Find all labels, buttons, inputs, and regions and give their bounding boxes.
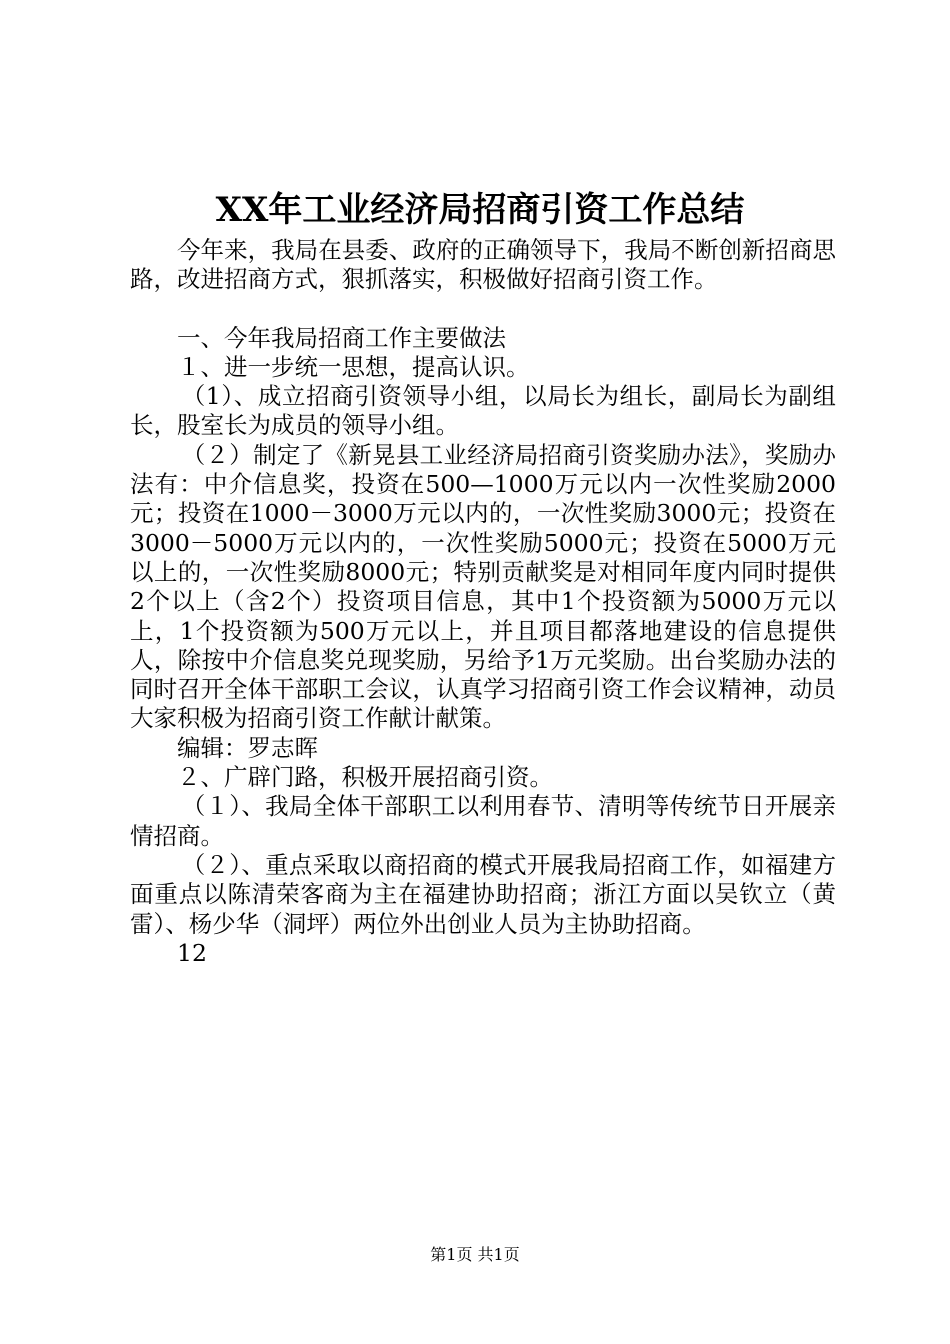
document-title: XX年工业经济局招商引资工作总结 [215,190,745,230]
document-body [130,236,836,968]
trailing-number: 12 [177,938,207,967]
paragraph-intro: 今年来，我局在县委、政府的正确领导下，我局不断创新招商思路，改进招商方式，狠抓落实，积极做好招商引资工作。 [130,236,836,294]
paragraph-item-1-1: （1）、成立招商引资领导小组，以局长为组长，副局长为副组长，股室长为成员的领导小组。 [130,382,836,440]
subheading-1: １、进一步统一思想，提高认识。 [177,352,530,381]
paragraph-item-2-2: （２）、重点采取以商招商的模式开展我局招商工作，如福建方面重点以陈清荣客商为主在福建协助招商；浙江方面以吴钦立（黄雷）、杨少华（洞坪）两位外出创业人员为主协助招商。 [130,850,836,938]
paragraph-item-2-1: （１）、我局全体干部职工以利用春节、清明等传统节日开展亲情招商。 [130,792,836,850]
subheading-2: ２、广辟门路，积极开展招商引资。 [177,763,553,792]
page-footer: 第1页 共1页 [430,1245,520,1264]
paragraph-item-1-2: （２）制定了《新晃县工业经济局招商引资奖励办法》，奖励办法有：中介信息奖，投资在500—1000万元以内一次性奖励2000元；投资在1000－3000万元以内的，一次性奖励3000元；投资在3000－5000万元以内的，一次性奖励5000元；投资在5000万元以上的，一次性奖励8000元；特别贡献奖是对相同年度内同时提供2个以上（含2个）投资项目信息，其中1个投资额为5000万元以上，1个投资额为500万元以上，并且项目都落地建设的信息提供人，除按中介信息奖兑现奖励，另给予1万元奖励。出台奖励办法的同时召开全体干部职工会议，认真学习招商引资工作会议精神，动员大家积极为招商引资工作献计献策。 [130,440,836,733]
editor-line: 编辑：罗志晖 [177,733,318,762]
section-heading-1: 一、今年我局招商工作主要做法 [177,323,506,352]
